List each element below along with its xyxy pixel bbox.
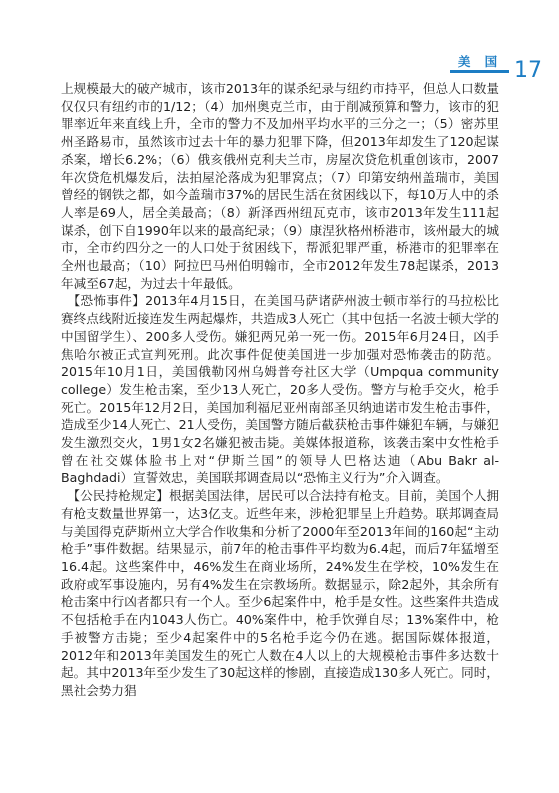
page-header: [0, 0, 559, 86]
section-title: 美 国: [457, 54, 503, 69]
paragraph-text: 根据美国法律，居民可以合法持有枪支。目前，美国个人拥有枪支数量世界第一，达3亿支。近些年来，涉枪犯罪呈上升趋势。联邦调查局与美国得克萨斯州立大学合作收集和分析了2000年至2013年间的160起“主动枪手”事件数据。结果显示，前7年的枪击事件平均数为6.4起，而后7年猛增至16.4起。这些案件中，46%发生在商业场所，24%发生在学校，10%发生在政府或军事设施内，另有4%发生在宗教场所。数据显示，除2起外，其余所有枪击案中行凶者都只有一个人。至少6起案件中，枪手是女性。这些案件共造成不包括枪手在内1043人伤亡。40%案件中，枪手饮弹自尽；13%案件中，枪手被警方击毙；至少4起案件中的5名枪手迄今仍在逃。据国际媒体报道，2012年和2013年美国发生的死亡人数在4人以上的大规模枪击事件多达数十起。其中2013年至少发生了30起这样的惨剧，直接造成130多人死亡。同时，黑社会势力猖: [61, 488, 500, 698]
section-tag: 【恐怖事件】: [73, 293, 146, 309]
paragraph-guns: [61, 487, 499, 699]
header-accent-bar: [450, 70, 509, 73]
section-tag: 【公民持枪规定】: [73, 488, 169, 504]
paragraph-cities: [61, 80, 499, 292]
paragraph-terror: [61, 292, 499, 487]
body-text: [61, 80, 499, 700]
paragraph-text: 2013年4月15日，在美国马萨诸萨州波士顿市举行的马拉松比赛终点线附近接连发生两起爆炸，共造成3人死亡（其中包括一名波士顿大学的中国留学生）、200多人受伤。嫌犯两兄弟一死一伤。2015年6月24日，凶手焦哈尔被正式宣判死刑。此次事件促使美国进一步加强对恐怖袭击的防范。2015年10月1日，美国俄勒冈州乌姆普夸社区大学（Umpqua community college）发生枪击案，至少13人死亡，20多人受伤。警方与枪手交火，枪手死亡。2015年12月2日，美国加利福尼亚州南部圣贝纳迪诺市发生枪击事件，造成至少14人死亡、21人受伤，美国警方随后截获枪击事件嫌犯车辆，与嫌犯发生激烈交火，1男1女2名嫌犯被击毙。美媒体报道称，该袭击案中女性枪手曾在社交媒体脸书上对“伊斯兰国”的领导人巴格达迪（Abu Bakr al-Baghdadi）宣誓效忠，美国联邦调查局以“恐怖主义行为”介入调查。: [61, 293, 500, 486]
page-number: 17: [514, 58, 542, 83]
paragraph-text: 上规模最大的破产城市，该市2013年的谋杀纪录与纽约市持平，但总人口数量仅仅只有纽约市的1/12；（4）加州奥克兰市，由于削减预算和警力，该市的犯罪率近年来直线上升，全市的警力不及加州平均水平的三分之一；（5）密苏里州圣路易市，虽然该市过去十年的暴力犯罪下降，但2013年却发生了120起谋杀案，增长6.2%；（6）俄亥俄州克利夫兰市，房屋次贷危机重创该市，2007年次贷危机爆发后，法拍屋沦落成为犯罪窝点；（7）印第安纳州盖瑞市，美国曾经的钢铁之都，如今盖瑞市37%的居民生活在贫困线以下，每10万人中的杀人率是69人，居全美最高；（8）新泽西州纽瓦克市，该市2013年发生111起谋杀，创下自1990年以来的最高纪录；（9）康涅狄格州桥港市，该州最大的城市，全市约四分之一的人口处于贫困线下，帮派犯罪严重，桥港市的犯罪率在全州也最高；（10）阿拉巴马州伯明翰市，全市2012年发生78起谋杀，2013年减至67起，为过去十年最低。: [61, 81, 499, 291]
